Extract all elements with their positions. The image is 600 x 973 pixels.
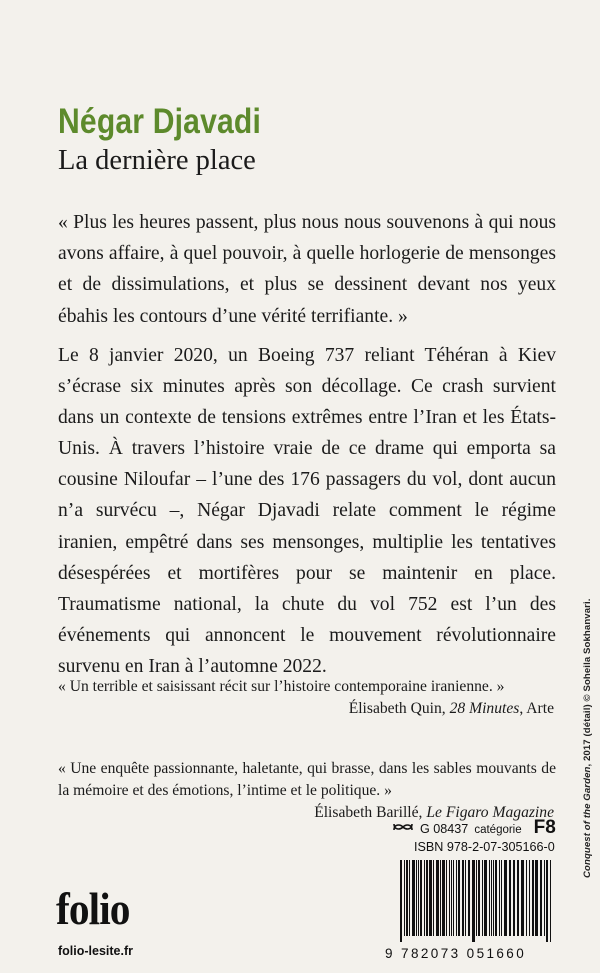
barcode-bar: [400, 860, 402, 942]
barcode-bar: [472, 860, 475, 942]
recycle-icon: [392, 821, 414, 833]
author-name: Négar Djavadi: [58, 102, 261, 141]
press-quote: « Un terrible et saisissant récit sur l’histoire contemporaine iranienne. »: [58, 678, 505, 695]
barcode-bar: [509, 860, 511, 936]
barcode-bar: [499, 860, 500, 936]
barcode-bar: [451, 860, 452, 936]
barcode-bar: [453, 860, 454, 936]
barcode-bar: [535, 860, 538, 936]
press-critic: Élisabeth Quin,: [348, 700, 446, 717]
barcode-bar: [406, 860, 408, 936]
barcode-bar: [418, 860, 419, 936]
book-title: La dernière place: [58, 145, 256, 176]
category-code: F8: [533, 817, 556, 838]
barcode-bar: [462, 860, 464, 936]
press-outlet: 28 Minutes: [449, 700, 520, 717]
barcode-bar: [436, 860, 439, 936]
barcode-bar: [416, 860, 417, 936]
book-code-line: [392, 817, 556, 839]
barcode-bar: [532, 860, 534, 936]
press-source: [58, 698, 556, 720]
barcode-bar: [429, 860, 432, 936]
barcode-bar: [409, 860, 410, 936]
barcode-bar: [482, 860, 483, 936]
barcode-bar: [456, 860, 457, 936]
publisher-logo: folio: [56, 884, 130, 934]
publisher-website: folio-lesite.fr: [58, 944, 134, 958]
epigraph-quote: « Plus les heures passent, plus nous nous souvenons à qui nous avons affaire, à quel pouvoir, à quelle horlogerie de mensonges et de dissimulations, et plus se dessinent devant nos yeux ébahis les contours d’une vérité terrifiante. »: [58, 212, 556, 327]
barcode-bar: [433, 860, 434, 936]
barcode-bar: [513, 860, 515, 936]
barcode-bar: [424, 860, 425, 936]
barcode-bar: [529, 860, 530, 936]
press-quote: « Une enquête passionnante, haletante, qui brasse, dans les sables mouvants de la mémoire et des émotions, l’intime et le politique. »: [58, 760, 556, 799]
barcode: [398, 860, 554, 942]
press-review: [58, 758, 556, 824]
barcode-bar: [476, 860, 477, 936]
product-code: G 08437: [420, 822, 469, 836]
barcode-bar: [550, 860, 551, 942]
barcode-bar: [465, 860, 466, 936]
press-critic: Élisabeth Barillé,: [314, 804, 423, 821]
barcode-bar: [440, 860, 441, 936]
artwork-details: , 2017 (détail) © Soheila Sokhanvari.: [582, 598, 593, 767]
press-outlet: Le Figaro Magazine: [426, 804, 554, 821]
barcode-bar: [412, 860, 415, 936]
isbn: ISBN 978-2-07-305166-0: [414, 840, 555, 854]
barcode-bar: [495, 860, 497, 936]
barcode-bar: [493, 860, 494, 936]
barcode-number: 9 782073 051660: [385, 946, 527, 961]
image-credit: [582, 598, 593, 878]
barcode-bar: [501, 860, 502, 936]
barcode-bar: [449, 860, 450, 936]
press-outlet-suffix: , Arte: [519, 700, 554, 717]
barcode-bar: [426, 860, 428, 936]
book-summary: Le 8 janvier 2020, un Boeing 737 reliant Téhéran à Kiev s’écrase six minutes après son décollage. Ce crash survient dans un contexte de tensions extrêmes entre l’Iran et les États-Unis. À travers l’histoire vraie de ce drame qui emporta sa cousine Niloufar – l’une des 176 passagers du vol, dont aucun n’a survécu –, Négar Djavadi relate comment le régime iranien, empêtré dans ses mensonges, multiplie les tentatives désespérées et mortifères pour se maintenir en place. Traumatisme national, la chute du vol 752 est l’un des événements qui annoncent le mouvement révolutionnaire survenu en Iran à l’automne 2022.: [58, 345, 556, 677]
barcode-bar: [491, 860, 492, 936]
barcode-bar: [478, 860, 480, 936]
barcode-bar: [489, 860, 490, 936]
barcode-bar: [446, 860, 447, 936]
category-label: catégorie: [474, 824, 522, 836]
barcode-bar: [484, 860, 487, 936]
barcode-bar: [420, 860, 422, 936]
press-review: [58, 676, 556, 720]
artwork-title: Conquest of the Garden: [582, 766, 593, 878]
barcode-bar: [442, 860, 445, 936]
barcode-bar: [544, 860, 545, 936]
barcode-bar: [458, 860, 460, 936]
barcode-bar: [404, 860, 405, 936]
barcode-bar: [540, 860, 542, 936]
barcode-bar: [546, 860, 548, 942]
barcode-bar: [504, 860, 507, 936]
barcode-bar: [468, 860, 470, 936]
barcode-bar: [517, 860, 519, 936]
barcode-bar: [521, 860, 524, 936]
barcode-bar: [526, 860, 527, 936]
